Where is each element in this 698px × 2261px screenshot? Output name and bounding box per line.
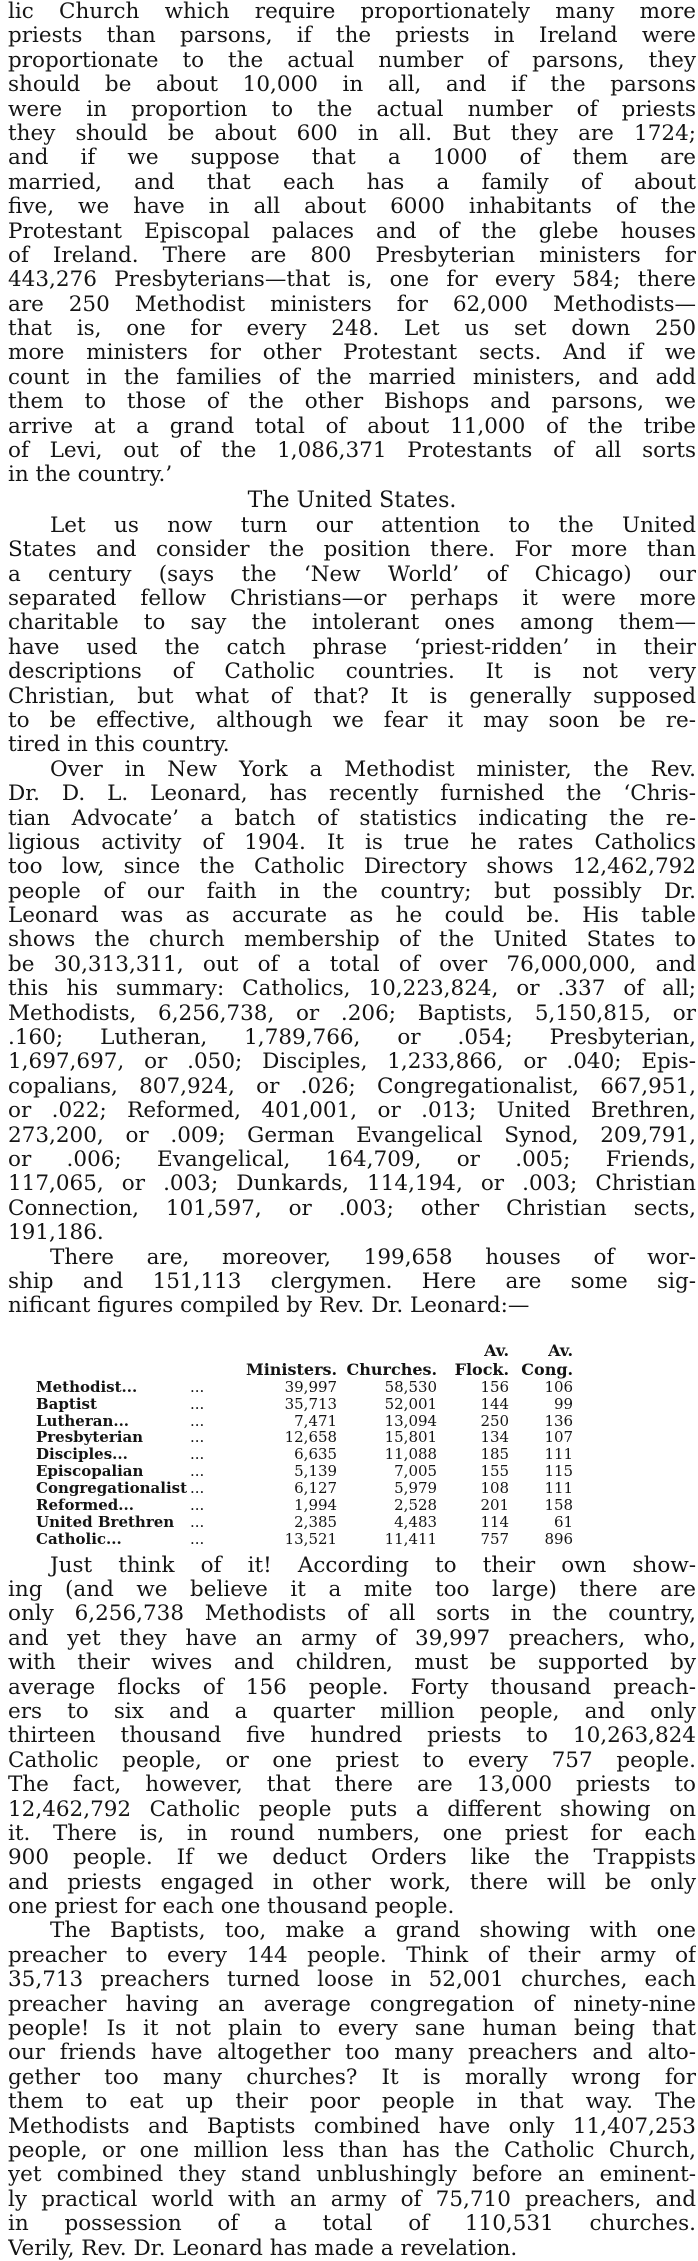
text-line: ship and 151,113 clergymen. Here are some sig- [8, 1268, 696, 1294]
ministers-cell: 39,997 [284, 1377, 338, 1396]
avg-flock-cell: 108 [480, 1479, 510, 1498]
avg-flock-cell: 201 [480, 1495, 510, 1514]
text-line: be 30,313,311, out of a total of over 76,000,000, and [8, 951, 696, 977]
text-line: to be effective, although we fear it may soon be re- [8, 707, 696, 733]
text-line: priests than parsons, if the priests in Ireland were [8, 23, 696, 49]
table-row [36, 1480, 573, 1497]
text-line: Verily, Rev. Dr. Leonard has made a revelation. [8, 2235, 518, 2261]
churches-cell: 15,801 [384, 1428, 438, 1447]
churches-cell: 2,528 [394, 1495, 438, 1514]
avg-flock-cell: 185 [480, 1445, 510, 1464]
text-line: preacher having an average congregation of ninety-nine [8, 1991, 696, 2017]
text-line: Just think of it! According to their own show- [50, 1553, 696, 1578]
text-line: and priests engaged in other work, there will be only [8, 1869, 696, 1895]
denomination-name: Baptist [36, 1394, 97, 1413]
leader-dots: ... [190, 1529, 205, 1548]
text-line: Leonard was as accurate as he could be. His table [8, 903, 696, 929]
avg-cong-cell: 158 [544, 1495, 574, 1514]
text-line: Methodists, 6,256,738, or .206; Baptists, 5,150,815, or [8, 1000, 696, 1026]
text-line: The Baptists, too, make a grand showing with one [50, 1919, 696, 1944]
text-line: a century (says the ‘New World’ of Chicago) our [8, 561, 696, 587]
text-line: this his summary: Catholics, 10,223,824, or .337 of all; [8, 976, 696, 1002]
leader-dots: ... [190, 1479, 205, 1498]
text-line: people, or one million less than has the Catholic Church, [8, 2137, 696, 2163]
text-line: separated fellow Christians—or perhaps it were more [8, 585, 696, 611]
avg-flock-cell: 134 [480, 1428, 510, 1447]
text-line: or .006; Evangelical, 164,709, or .005; Friends, [8, 1146, 696, 1172]
text-line: thirteen thousand five hundred priests to 10,263,824 [8, 1723, 696, 1749]
text-line: married, and that each has a family of about [8, 169, 696, 195]
text-line: or .022; Reformed, 401,001, or .013; United Brethren, [8, 1098, 696, 1124]
leader-dots: ... [190, 1445, 205, 1464]
text-line: only 6,256,738 Methodists of all sorts in the country, [8, 1601, 696, 1627]
ministers-cell: 12,658 [284, 1428, 338, 1447]
paragraph-houses-of-worship [8, 1246, 696, 1319]
ministers-cell: 13,521 [284, 1529, 338, 1548]
text-line: Christian, but what of that? It is generally supposed [8, 683, 696, 709]
denomination-name: United Brethren [36, 1512, 175, 1531]
denomination-name: Reformed... [36, 1495, 134, 1514]
denomination-name: Episcopalian [36, 1462, 144, 1481]
header-flock: Flock. [454, 1359, 510, 1379]
text-line: it. There is, in round numbers, one priest for each [8, 1820, 696, 1846]
text-line: Dr. D. L. Leonard, has recently furnished the ‘Chris- [8, 781, 696, 807]
ministers-cell: 7,471 [294, 1411, 338, 1430]
table-row [36, 1396, 573, 1413]
text-line: average flocks of 156 people. Forty thousand preach- [8, 1674, 696, 1700]
text-line: Catholic people, or one priest to every 757 people. [8, 1747, 696, 1773]
header-churches: Churches. [346, 1359, 438, 1379]
denomination-name: Catholic... [36, 1529, 122, 1548]
paragraph-leonard-statistics [8, 758, 696, 1246]
ministers-cell: 6,127 [294, 1479, 338, 1498]
text-line: tired in this country. [8, 732, 230, 758]
text-line: were in proportion to the actual number of priests [8, 96, 696, 122]
avg-cong-cell: 115 [544, 1462, 574, 1481]
text-line: arrive at a grand total of about 11,000 of the tribe [8, 413, 696, 439]
denomination-name: Lutheran... [36, 1411, 130, 1430]
text-line: Let us now turn our attention to the United [50, 513, 696, 538]
text-line: five, we have in all about 6000 inhabitants of the [8, 194, 696, 220]
text-line: and yet they have an army of 39,997 preachers, who, [8, 1625, 696, 1651]
text-line: ers to six and a quarter million people, and only [8, 1698, 696, 1724]
paragraph-ireland-quote [8, 0, 696, 488]
table-row [36, 1463, 573, 1480]
avg-flock-cell: 114 [480, 1512, 510, 1531]
table-header-row [36, 1360, 573, 1379]
text-line: them to eat up their poor people in that way. The [8, 2089, 696, 2115]
text-line: of Levi, out of the 1,086,371 Protestants of all sorts [8, 438, 696, 464]
text-line: 12,462,792 Catholic people puts a different showing on [8, 1796, 696, 1822]
text-line: ly practical world with an army of 75,710 preachers, and [8, 2186, 696, 2212]
text-line: shows the church membership of the United States to [8, 927, 696, 953]
header-cong: Cong. [521, 1359, 574, 1379]
text-line: 117,065, or .003; Dunkards, 114,194, or .003; Christian [8, 1171, 696, 1197]
newspaper-column [8, 0, 696, 2261]
text-line: 191,186. [8, 1220, 104, 1246]
leader-dots: ... [190, 1428, 205, 1447]
denomination-name: Presbyterian [36, 1428, 144, 1447]
table-row [36, 1429, 573, 1446]
denomination-name: Congregationalist [36, 1479, 188, 1498]
text-line: yet combined they stand unblushingly before an eminent- [8, 2162, 696, 2188]
ministers-cell: 6,635 [294, 1445, 338, 1464]
text-line: are 250 Methodist ministers for 62,000 Methodists— [8, 291, 696, 317]
avg-flock-cell: 250 [480, 1411, 510, 1430]
avg-cong-cell: 107 [544, 1428, 574, 1447]
text-line: with their wives and children, must be supported by [8, 1650, 696, 1676]
text-line: have used the catch phrase ‘priest-ridden’ in their [8, 634, 696, 660]
churches-cell: 4,483 [394, 1512, 438, 1531]
denomination-name: Disciples... [36, 1445, 128, 1464]
paragraph-united-states-intro [8, 514, 696, 758]
ministers-cell: 1,994 [294, 1495, 338, 1514]
text-line: count in the families of the married ministers, and add [8, 364, 696, 390]
table-row [36, 1531, 573, 1548]
text-line: our friends have altogether too many preachers and alto- [8, 2040, 696, 2066]
text-line: and if we suppose that a 1000 of them are [8, 145, 696, 171]
paragraph-baptists [8, 1919, 696, 2260]
text-line: There are, moreover, 199,658 houses of wor- [50, 1245, 696, 1270]
text-line: 1,697,697, or .050; Disciples, 1,233,866, or .040; Epis- [8, 1049, 696, 1075]
text-line: lic Church which require proportionately many more [8, 0, 696, 24]
text-line: in the country.’ [8, 462, 173, 488]
table-row [36, 1446, 573, 1463]
text-line: descriptions of Catholic countries. It is not very [8, 659, 696, 685]
avg-cong-cell: 111 [544, 1479, 574, 1498]
text-line: 443,276 Presbyterians—that is, one for every 584; there [8, 267, 696, 293]
denomination-name: Methodist... [36, 1377, 138, 1396]
churches-cell: 52,001 [384, 1394, 438, 1413]
text-line: proportionate to the actual number of parsons, they [8, 47, 696, 73]
text-line: tian Advocate’ a batch of statistics indicating the re- [8, 805, 696, 831]
header-ministers: Ministers. [246, 1359, 338, 1379]
text-line: Methodists and Baptists combined have only 11,407,253 [8, 2113, 696, 2139]
avg-cong-cell: 896 [544, 1529, 574, 1548]
avg-flock-cell: 155 [480, 1462, 510, 1481]
leader-dots: ... [190, 1394, 205, 1413]
text-line: that is, one for every 248. Let us set down 250 [8, 316, 696, 342]
text-line: copalians, 807,924, or .026; Congregationalist, 667,951, [8, 1073, 696, 1099]
churches-cell: 13,094 [384, 1411, 438, 1430]
table-body [36, 1379, 573, 1548]
header-av-cong-top: Av. [548, 1340, 574, 1360]
text-line: ligious activity of 1904. It is true he rates Catholics [8, 829, 696, 855]
table-header-row-top [36, 1341, 573, 1360]
churches-cell: 11,088 [384, 1445, 438, 1464]
text-line: too low, since the Catholic Directory shows 12,462,792 [8, 854, 696, 880]
table-row [36, 1497, 573, 1514]
text-line: charitable to say the intolerant ones among them— [8, 610, 696, 636]
text-line: in possession of a total of 110,531 churches. [8, 2211, 696, 2237]
paragraph-just-think [8, 1554, 696, 1920]
avg-cong-cell: 61 [554, 1512, 574, 1531]
text-line: one priest for each one thousand people. [8, 1894, 455, 1920]
text-line: should be about 10,000 in all, and if the parsons [8, 72, 696, 98]
avg-cong-cell: 136 [544, 1411, 574, 1430]
avg-flock-cell: 144 [480, 1394, 510, 1413]
text-line: 35,713 preachers turned loose in 52,001 churches, each [8, 1967, 696, 1993]
text-line: States and consider the position there. For more than [8, 537, 696, 563]
header-av-flock-top: Av. [484, 1340, 510, 1360]
churches-cell: 7,005 [394, 1462, 438, 1481]
avg-cong-cell: 99 [554, 1394, 574, 1413]
churches-cell: 11,411 [384, 1529, 438, 1548]
text-line: Over in New York a Methodist minister, the Rev. [50, 757, 696, 782]
churches-cell: 5,979 [394, 1479, 438, 1498]
avg-flock-cell: 156 [480, 1377, 510, 1396]
denomination-statistics-table [36, 1341, 573, 1548]
text-line: they should be about 600 in all. But they are 1724; [8, 120, 696, 146]
text-line: gether too many churches? It is morally wrong for [8, 2064, 696, 2090]
avg-flock-cell: 757 [480, 1529, 510, 1548]
text-line: more ministers for other Protestant sects. And if we [8, 340, 696, 366]
text-line: them to those of the other Bishops and parsons, we [8, 389, 696, 415]
leader-dots: ... [190, 1495, 205, 1514]
avg-cong-cell: 111 [544, 1445, 574, 1464]
text-line: 273,200, or .009; German Evangelical Synod, 209,791, [8, 1122, 696, 1148]
table-row [36, 1412, 573, 1429]
section-heading: The United States. [247, 487, 457, 513]
text-line: nificant figures compiled by Rev. Dr. Leonard:— [8, 1293, 530, 1319]
ministers-cell: 5,139 [294, 1462, 338, 1481]
text-line: 900 people. If we deduct Orders like the Trappists [8, 1845, 696, 1871]
leader-dots: ... [190, 1462, 205, 1481]
text-line: people of our faith in the country; but possibly Dr. [8, 878, 696, 904]
churches-cell: 58,530 [384, 1377, 438, 1396]
text-line: people! Is it not plain to every sane human being that [8, 2016, 696, 2042]
text-line: Protestant Episcopal palaces and of the glebe houses [8, 218, 696, 244]
table-row [36, 1514, 573, 1531]
text-line: ing (and we believe it a mite too large) there are [8, 1577, 696, 1602]
text-line: The fact, however, that there are 13,000 priests to [8, 1772, 696, 1798]
text-line: .160; Lutheran, 1,789,766, or .054; Presbyterian, [8, 1025, 696, 1051]
text-line: Connection, 101,597, or .003; other Christian sects, [8, 1195, 696, 1221]
avg-cong-cell: 106 [544, 1377, 574, 1396]
text-line: of Ireland. There are 800 Presbyterian ministers for [8, 242, 696, 268]
leader-dots: ... [190, 1512, 205, 1531]
text-line: preacher to every 144 people. Think of their army of [8, 1942, 696, 1968]
table-row [36, 1379, 573, 1396]
leader-dots: ... [190, 1377, 205, 1396]
leader-dots: ... [190, 1411, 205, 1430]
ministers-cell: 2,385 [294, 1512, 338, 1531]
ministers-cell: 35,713 [284, 1394, 338, 1413]
